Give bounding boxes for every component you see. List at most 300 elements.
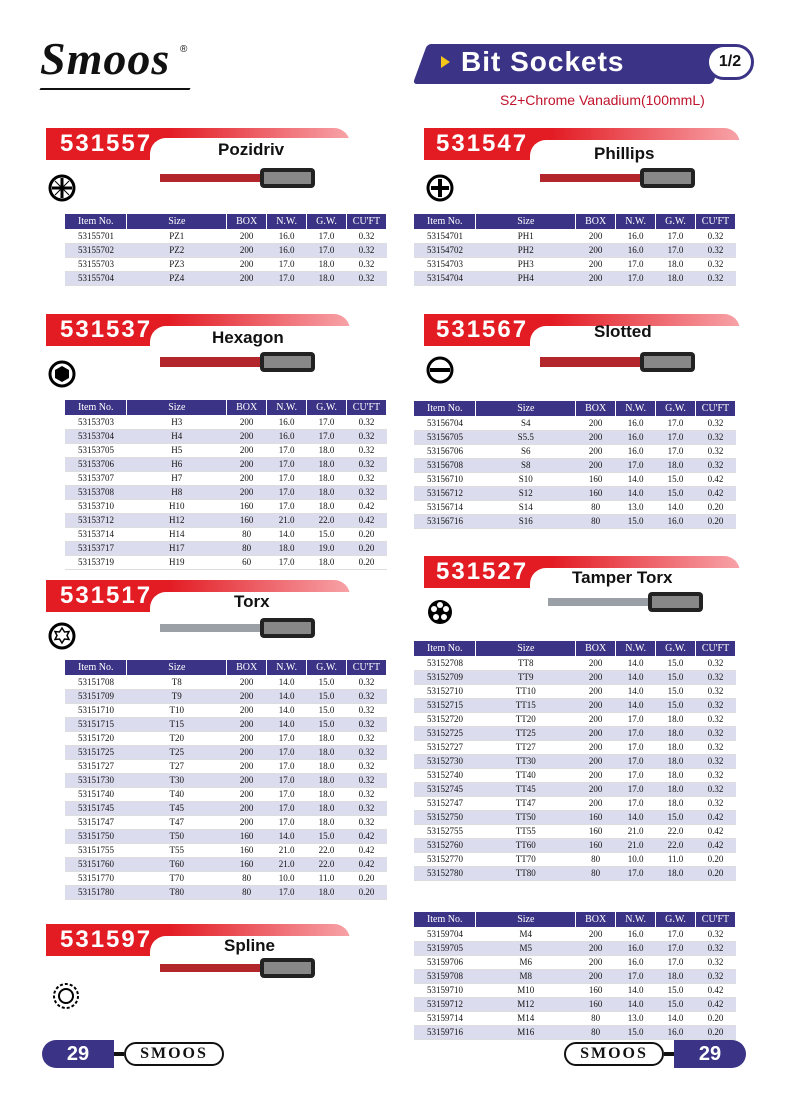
table-cell: 53153710 (65, 499, 127, 513)
table-cell: 18.0 (656, 458, 696, 472)
footer-connector (114, 1052, 124, 1056)
material-subtitle: S2+Chrome Vanadium(100mmL) (500, 92, 705, 108)
table-cell: 13.0 (616, 500, 656, 514)
table-cell: T9 (127, 689, 227, 703)
table-cell: 0.32 (695, 955, 735, 969)
table-cell: 16.0 (267, 243, 307, 257)
col-gw: G.W. (656, 641, 696, 656)
section-name: Pozidriv (218, 140, 285, 159)
table-cell: 18.0 (307, 815, 347, 829)
table-cell: 0.32 (696, 698, 736, 712)
table-cell: 53152740 (414, 768, 476, 782)
table-cell: 200 (576, 243, 616, 257)
table-cell: 14.0 (656, 500, 696, 514)
table-cell: 17.0 (616, 257, 656, 271)
table-cell: 0.32 (346, 243, 386, 257)
table-cell: 0.42 (695, 983, 735, 997)
col-size: Size (127, 400, 227, 415)
table-cell: 14.0 (616, 656, 656, 670)
col-gw: G.W. (656, 912, 696, 927)
table-cell: 80 (576, 514, 616, 528)
table-cell: 160 (227, 843, 267, 857)
table-cell: 15.0 (656, 656, 696, 670)
table-cell: 13.0 (616, 1011, 656, 1025)
table-cell: 17.0 (616, 782, 656, 796)
col-gw: G.W. (656, 214, 696, 229)
section-code: 531597 (60, 926, 153, 953)
table-cell: 200 (576, 271, 616, 285)
table-cell: 53159708 (414, 969, 476, 983)
table-cell: 200 (227, 773, 267, 787)
table-cell: 15.0 (307, 527, 347, 541)
table-cell: 53151740 (65, 787, 127, 801)
section-code: 531557 (60, 130, 153, 157)
table-cell: 17.0 (267, 471, 307, 485)
table-cell: 53151750 (65, 829, 127, 843)
table-row (65, 815, 387, 829)
table-cell: 80 (227, 871, 267, 885)
table-cell: 0.32 (346, 485, 386, 499)
table-cell: 160 (576, 486, 616, 500)
table-cell: 18.0 (307, 457, 347, 471)
table-cell: TT60 (476, 838, 576, 852)
table-cell: 200 (576, 754, 616, 768)
table-cell: 0.32 (346, 787, 386, 801)
table-cell: 53156710 (414, 472, 476, 486)
table-cell: 160 (576, 997, 616, 1011)
table-cell: H5 (127, 443, 227, 457)
table-row (414, 684, 736, 698)
table-cell: S6 (476, 444, 576, 458)
table-cell: 53152715 (414, 698, 476, 712)
table-cell: 18.0 (656, 271, 696, 285)
table-cell: PH1 (476, 229, 576, 243)
table-row (414, 458, 736, 472)
col-gw: G.W. (307, 400, 347, 415)
table-row (65, 689, 387, 703)
table-cell: H14 (127, 527, 227, 541)
table-cell: 22.0 (656, 838, 696, 852)
table-cell: 53152760 (414, 838, 476, 852)
footer-connector (664, 1052, 674, 1056)
table-row (414, 927, 736, 941)
section-code: 531567 (436, 316, 529, 343)
table-row (414, 969, 736, 983)
table-cell: PZ3 (127, 257, 227, 271)
table-cell: 14.0 (656, 1011, 696, 1025)
table-cell: 0.42 (695, 486, 735, 500)
table-cell: PZ1 (127, 229, 227, 243)
table-cell: 53153712 (65, 513, 127, 527)
table-cell: 53151770 (65, 871, 127, 885)
table-cell: 200 (576, 740, 616, 754)
table-cell: 18.0 (267, 541, 307, 555)
table-row (65, 731, 387, 745)
table-cell: 53159714 (414, 1011, 476, 1025)
table-cell: 60 (227, 555, 267, 569)
table-cell: 53156704 (414, 416, 476, 430)
section-name: Tamper Torx (572, 568, 673, 587)
table-cell: 17.0 (267, 443, 307, 457)
table-cell: 200 (576, 670, 616, 684)
table-cell: 17.0 (267, 801, 307, 815)
table-cell: M10 (476, 983, 576, 997)
table-cell: 15.0 (307, 703, 347, 717)
table-cell: 53153706 (65, 457, 127, 471)
table-row (414, 444, 736, 458)
table-cell: 15.0 (656, 698, 696, 712)
table-cell: 16.0 (616, 430, 656, 444)
section-name: Slotted (594, 322, 652, 341)
bit-socket-image (160, 956, 320, 980)
table-cell: 21.0 (267, 857, 307, 871)
table-cell: 53151745 (65, 801, 127, 815)
table-cell: 53152755 (414, 824, 476, 838)
col-box: BOX (227, 660, 267, 675)
table-row (65, 759, 387, 773)
table-cell: 200 (576, 684, 616, 698)
table-cell: 53153714 (65, 527, 127, 541)
table-cell: TT10 (476, 684, 576, 698)
table-row (414, 500, 736, 514)
table-cell: 0.32 (696, 796, 736, 810)
table-cell: 15.0 (656, 486, 696, 500)
table-cell: 200 (227, 415, 267, 429)
table-cell: T80 (127, 885, 227, 899)
table-row (65, 257, 387, 271)
table-cell: 16.0 (616, 927, 656, 941)
table-cell: 15.0 (307, 689, 347, 703)
footer-left (42, 1040, 227, 1068)
section-name: Spline (224, 936, 276, 955)
table-cell: 53156706 (414, 444, 476, 458)
table-cell: 15.0 (656, 472, 696, 486)
brand-logo: Smoos (40, 33, 171, 84)
table-cell: 17.0 (307, 243, 347, 257)
table-cell: 17.0 (267, 485, 307, 499)
table-cell: 200 (576, 768, 616, 782)
table-cell: 15.0 (307, 829, 347, 843)
table-cell: 200 (576, 927, 616, 941)
table-cell: 15.0 (307, 717, 347, 731)
table-row (414, 852, 736, 866)
table-cell: 200 (227, 745, 267, 759)
table-cell: 200 (576, 712, 616, 726)
table-cell: 17.0 (656, 229, 696, 243)
registered-mark: ® (180, 44, 188, 55)
bit-socket-image (540, 350, 700, 374)
table-cell: 160 (576, 983, 616, 997)
bit-socket-image (160, 616, 320, 640)
table-cell: 0.32 (696, 684, 736, 698)
table-cell: 53155704 (65, 271, 127, 285)
table-cell: 16.0 (616, 416, 656, 430)
table-cell: 0.32 (346, 229, 386, 243)
play-arrow-icon (441, 56, 450, 68)
table-cell: 200 (227, 271, 267, 285)
table-cell: H6 (127, 457, 227, 471)
table-cell: S16 (476, 514, 576, 528)
table-cell: 18.0 (656, 712, 696, 726)
table-cell: T20 (127, 731, 227, 745)
table-row (414, 430, 736, 444)
table-cell: 17.0 (616, 740, 656, 754)
table-cell: 0.20 (346, 527, 386, 541)
table-cell: 18.0 (307, 499, 347, 513)
table-cell: 14.0 (616, 997, 656, 1011)
table-cell: 0.32 (346, 731, 386, 745)
table-cell: 53153708 (65, 485, 127, 499)
table-cell: 160 (576, 824, 616, 838)
spline-icon (52, 982, 80, 1010)
table-cell: 53154701 (414, 229, 476, 243)
table-cell: 18.0 (307, 257, 347, 271)
table-cell: PZ4 (127, 271, 227, 285)
page-title: Bit Sockets (461, 46, 625, 77)
table-cell: 0.20 (346, 541, 386, 555)
table-row (65, 229, 387, 243)
table-cell: 0.32 (346, 257, 386, 271)
table-cell: 14.0 (267, 689, 307, 703)
spec-table-tamper-torx (414, 641, 736, 881)
table-row (414, 782, 736, 796)
table-cell: 11.0 (307, 871, 347, 885)
table-cell: H7 (127, 471, 227, 485)
table-cell: 80 (227, 541, 267, 555)
table-cell: 53151720 (65, 731, 127, 745)
table-cell: 0.32 (346, 675, 386, 689)
table-cell: 0.32 (346, 415, 386, 429)
table-cell: 18.0 (307, 443, 347, 457)
table-row (414, 1025, 736, 1039)
table-cell: H12 (127, 513, 227, 527)
table-cell: 0.42 (346, 829, 386, 843)
col-size: Size (476, 912, 576, 927)
phillips-icon (426, 174, 454, 202)
table-cell: 0.32 (695, 416, 735, 430)
table-cell: 22.0 (656, 824, 696, 838)
table-cell: 17.0 (307, 429, 347, 443)
table-cell: 15.0 (616, 1025, 656, 1039)
table-cell: 17.0 (656, 927, 696, 941)
col-gw: G.W. (307, 660, 347, 675)
table-cell: TT70 (476, 852, 576, 866)
table-cell: M12 (476, 997, 576, 1011)
table-cell: S5.5 (476, 430, 576, 444)
table-cell: 53159712 (414, 997, 476, 1011)
table-cell: 14.0 (267, 717, 307, 731)
table-cell: T40 (127, 787, 227, 801)
table-cell: 14.0 (616, 983, 656, 997)
table-cell: 53152780 (414, 866, 476, 880)
table-row (65, 787, 387, 801)
table-row (414, 810, 736, 824)
table-row (65, 843, 387, 857)
table-cell: 200 (227, 485, 267, 499)
table-row (65, 429, 387, 443)
col-cuft: CU'FT (695, 401, 735, 416)
slotted-icon (426, 356, 454, 384)
table-cell: 53152708 (414, 656, 476, 670)
table-cell: 0.32 (695, 969, 735, 983)
table-cell: 21.0 (616, 838, 656, 852)
table-cell: 22.0 (307, 857, 347, 871)
table-cell: 0.32 (695, 257, 735, 271)
table-cell: 53153717 (65, 541, 127, 555)
section-name: Torx (234, 592, 270, 611)
spec-table-spline (414, 912, 736, 1040)
table-cell: 0.32 (346, 745, 386, 759)
table-row (414, 768, 736, 782)
table-cell: 18.0 (307, 885, 347, 899)
table-cell: T25 (127, 745, 227, 759)
table-cell: 53155703 (65, 257, 127, 271)
table-row (65, 541, 387, 555)
table-cell: T70 (127, 871, 227, 885)
table-cell: 0.32 (695, 243, 735, 257)
table-cell: 0.42 (346, 513, 386, 527)
table-cell: 0.32 (346, 801, 386, 815)
table-cell: 16.0 (616, 229, 656, 243)
table-row (414, 941, 736, 955)
table-cell: 16.0 (267, 429, 307, 443)
table-row (65, 829, 387, 843)
table-cell: 53152709 (414, 670, 476, 684)
page-badge: 1/2 (706, 44, 754, 80)
logo-underline (39, 88, 190, 90)
table-cell: 53156705 (414, 430, 476, 444)
col-box: BOX (576, 214, 616, 229)
table-cell: S8 (476, 458, 576, 472)
table-cell: 53152725 (414, 726, 476, 740)
table-cell: M6 (476, 955, 576, 969)
col-box: BOX (576, 641, 616, 656)
table-row (414, 838, 736, 852)
table-cell: TT15 (476, 698, 576, 712)
table-cell: 16.0 (267, 415, 307, 429)
table-cell: T47 (127, 815, 227, 829)
table-cell: 17.0 (616, 866, 656, 880)
table-row (414, 257, 736, 271)
table-cell: 53153703 (65, 415, 127, 429)
table-body (65, 415, 387, 569)
table-cell: 14.0 (616, 698, 656, 712)
table-cell: 53152727 (414, 740, 476, 754)
table-cell: 0.32 (346, 443, 386, 457)
table-cell: 0.32 (346, 271, 386, 285)
table-cell: 17.0 (656, 416, 696, 430)
col-size: Size (127, 660, 227, 675)
table-cell: T8 (127, 675, 227, 689)
col-size: Size (127, 214, 227, 229)
table-cell: 0.32 (346, 471, 386, 485)
table-cell: S4 (476, 416, 576, 430)
table-cell: 0.32 (346, 689, 386, 703)
table-body (414, 656, 736, 880)
table-cell: 17.0 (656, 941, 696, 955)
table-cell: 17.0 (267, 815, 307, 829)
table-cell: TT55 (476, 824, 576, 838)
section-code: 531517 (60, 582, 153, 609)
table-cell: 0.32 (695, 444, 735, 458)
table-cell: 22.0 (307, 843, 347, 857)
table-cell: 53153719 (65, 555, 127, 569)
table-cell: 0.32 (695, 229, 735, 243)
table-cell: 53152710 (414, 684, 476, 698)
table-cell: 15.0 (656, 684, 696, 698)
table-cell: 160 (227, 829, 267, 843)
table-cell: 200 (576, 955, 616, 969)
table-row (65, 675, 387, 689)
table-row (65, 513, 387, 527)
tamper-torx-icon (426, 598, 454, 626)
table-cell: 200 (576, 656, 616, 670)
table-cell: 0.32 (346, 717, 386, 731)
table-cell: 14.0 (267, 829, 307, 843)
table-cell: 0.32 (695, 271, 735, 285)
table-cell: 53156708 (414, 458, 476, 472)
col-cuft: CU'FT (346, 400, 386, 415)
table-cell: S12 (476, 486, 576, 500)
table-cell: 53151755 (65, 843, 127, 857)
table-cell: 18.0 (656, 740, 696, 754)
table-cell: TT27 (476, 740, 576, 754)
table-cell: 53154703 (414, 257, 476, 271)
table-cell: 200 (576, 229, 616, 243)
table-cell: 80 (576, 852, 616, 866)
table-cell: M8 (476, 969, 576, 983)
table-cell: 18.0 (656, 969, 696, 983)
table-cell: 160 (227, 513, 267, 527)
table-cell: 18.0 (307, 773, 347, 787)
table-cell: 18.0 (307, 271, 347, 285)
table-cell: T50 (127, 829, 227, 843)
col-gw: G.W. (656, 401, 696, 416)
table-cell: 0.20 (695, 1011, 735, 1025)
table-cell: 18.0 (307, 745, 347, 759)
table-cell: 53159704 (414, 927, 476, 941)
table-cell: 0.20 (346, 885, 386, 899)
table-body (65, 229, 387, 285)
table-row (414, 955, 736, 969)
table-cell: 53155702 (65, 243, 127, 257)
table-cell: 200 (576, 257, 616, 271)
table-cell: 14.0 (616, 486, 656, 500)
table-cell: 53156716 (414, 514, 476, 528)
table-cell: 17.0 (616, 754, 656, 768)
col-cuft: CU'FT (696, 641, 736, 656)
table-cell: 16.0 (656, 514, 696, 528)
spec-table-pozidriv (65, 214, 387, 286)
table-cell: 53155701 (65, 229, 127, 243)
table-cell: 53159710 (414, 983, 476, 997)
table-cell: 18.0 (307, 471, 347, 485)
table-cell: H10 (127, 499, 227, 513)
table-cell: 18.0 (307, 731, 347, 745)
table-cell: 0.20 (695, 500, 735, 514)
table-cell: M16 (476, 1025, 576, 1039)
table-cell: 0.32 (346, 429, 386, 443)
table-cell: 18.0 (307, 787, 347, 801)
table-cell: 0.32 (695, 941, 735, 955)
table-cell: 17.0 (656, 430, 696, 444)
table-cell: H4 (127, 429, 227, 443)
spec-table-hexagon (65, 400, 387, 570)
col-size: Size (476, 401, 576, 416)
table-cell: S10 (476, 472, 576, 486)
bit-socket-image (548, 590, 708, 614)
table-cell: 0.32 (696, 740, 736, 754)
